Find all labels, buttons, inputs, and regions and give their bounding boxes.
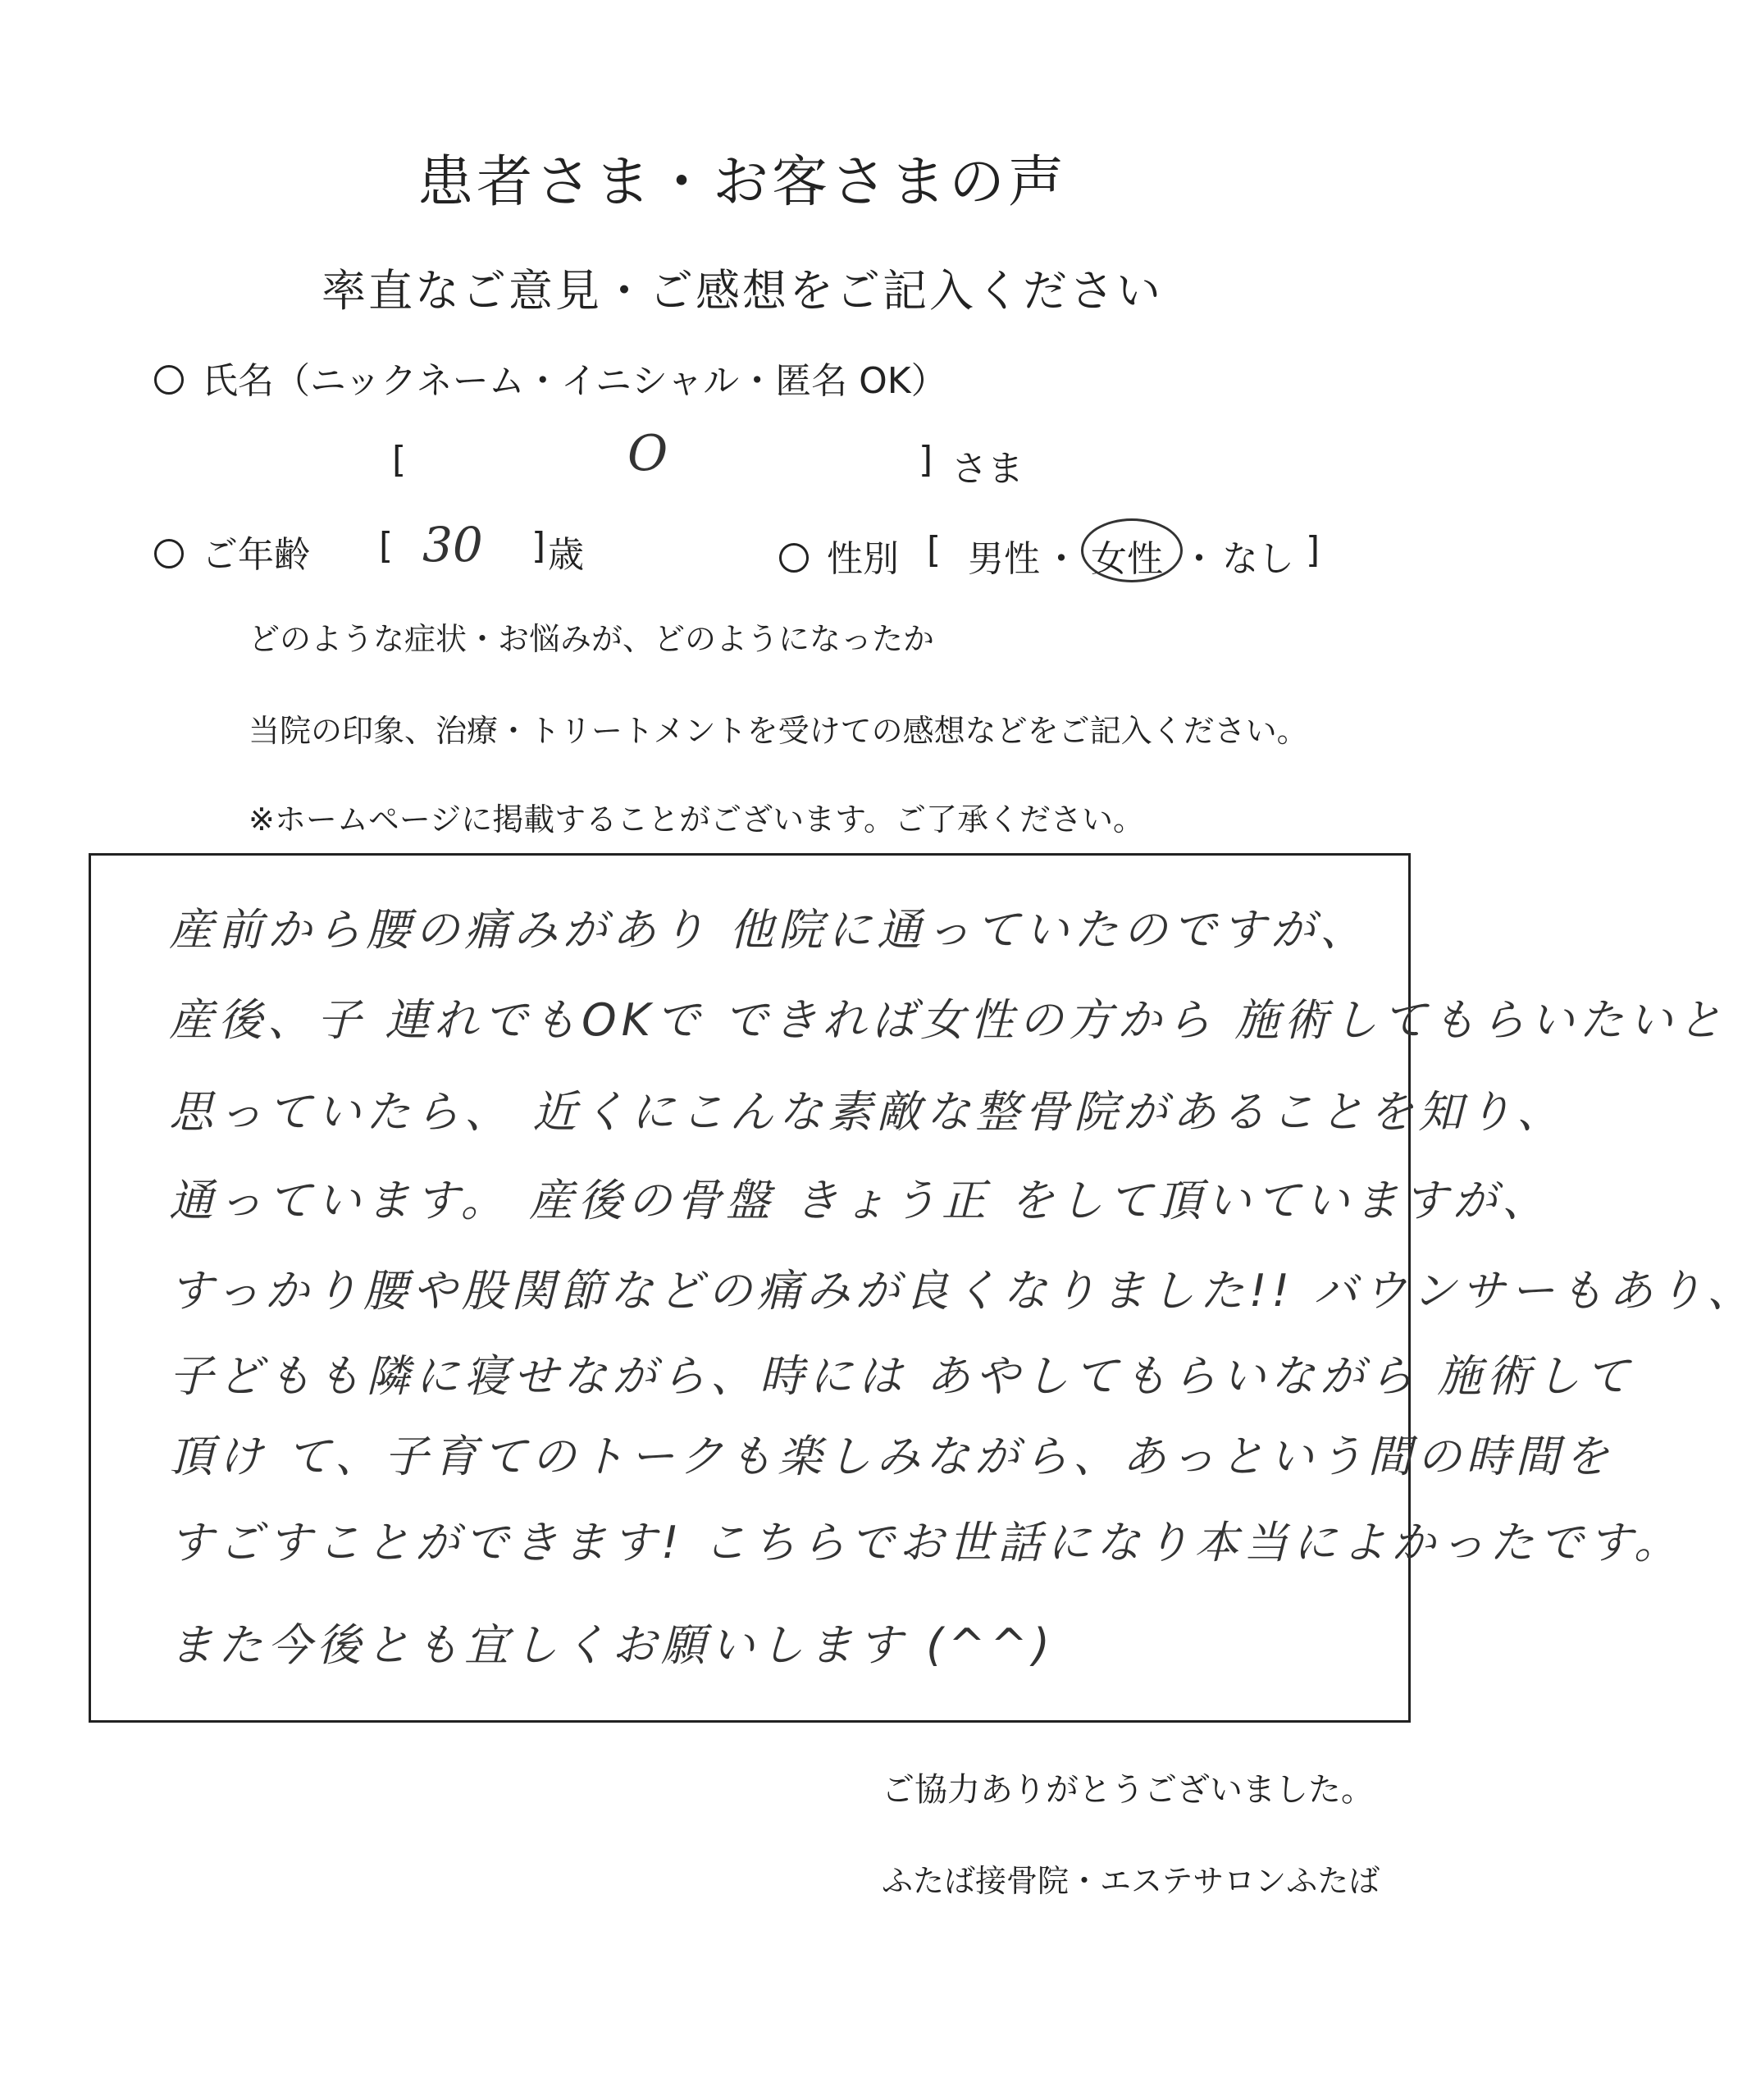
instruction-line: 当院の印象、治療・トリートメントを受けての感想などをご記入ください。 [249,713,1308,749]
clinic-name: ふたば接骨院・エステサロンふたば [882,1863,1380,1899]
comment-line: 産前から腰の痛みがあり 他院に通っていたのですが、 [169,904,1370,956]
comment-box[interactable] [89,853,1756,1723]
page-title: 患者さま・お客さまの声 [417,150,1067,215]
bullet-circle-icon [779,543,809,573]
age-bracket-open: [ [379,525,394,567]
bullet-circle-icon [154,365,184,395]
sex-option-none[interactable]: なし [1222,538,1294,580]
sex-field-label-row [779,529,899,582]
sex-bracket-close: ] [1306,529,1320,571]
instruction-line: どのような症状・お悩みが、どのようになったか [249,621,935,657]
name-bracket-close: ] [919,439,933,481]
comment-line: 思っていたら、 近くにこんな素敵な整骨院があることを知り、 [169,1086,1567,1138]
selected-option-circle-icon [1081,518,1183,582]
name-suffix: さま [951,448,1024,490]
comment-line: すごすことができます! こちらでお世話になり本当によかったです。 [169,1517,1683,1568]
name-field-label: 氏名（ニックネーム・イニシャル・匿名 OK） [202,360,947,402]
sex-option-male[interactable]: 男性 [968,538,1040,580]
comment-line: すっかり腰や股関節などの痛みが良くなりました!! バウンサーもあり、 [169,1265,1756,1317]
age-bracket-close: ] [531,525,546,567]
comment-line: 通っています。 産後の骨盤 きょう正 をして頂いていますが、 [169,1175,1552,1226]
thanks-message: ご協力ありがとうございました。 [882,1771,1374,1809]
name-bracket-open: [ [392,439,407,481]
sex-bracket-open: [ [927,529,942,571]
sex-option-female[interactable]: 女性 [1091,538,1163,580]
page-subtitle: 率直なご意見・ご感想をご記入ください [322,265,1163,317]
sex-separator: ・ [1043,538,1079,580]
age-unit: 歳 [548,534,584,576]
comment-line: 子どもも隣に寝せながら、時には あやしてもらいながら 施術して [169,1350,1635,1402]
sex-field-label: 性別 [827,538,899,580]
sex-separator: ・ [1181,538,1217,580]
name-field-label-row [154,351,947,404]
comment-line: 頂け て、子育てのトークも楽しみながら、あっという間の時間を [169,1431,1614,1482]
comment-line: 産後、子 連れでもOKで できれば女性の方から 施術してもらいたいと [169,994,1727,1046]
age-field-label: ご年齢 [202,534,310,576]
age-field-label-row [154,525,310,578]
name-value[interactable]: O [627,425,668,482]
comment-line: また今後とも宜しくお願いします (^^) [169,1619,1055,1671]
instruction-note: ※ホームページに掲載することがございます。ご了承ください。 [249,801,1145,838]
age-value[interactable]: 30 [422,517,483,573]
bullet-circle-icon [154,539,184,568]
